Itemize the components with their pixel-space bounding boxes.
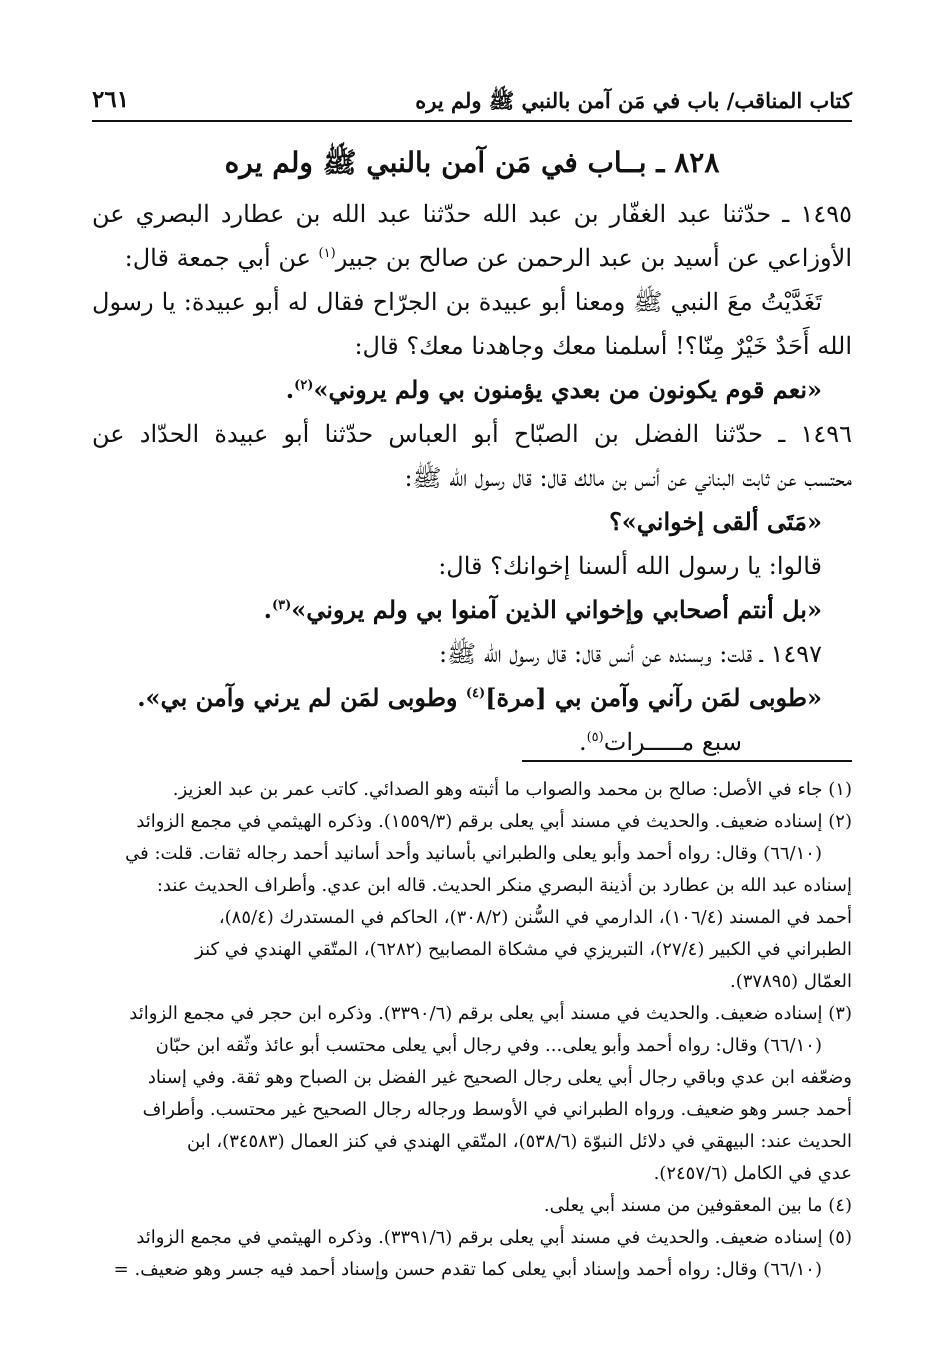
hadith-1495-quote-end: .: [285, 375, 295, 404]
footnote-line: (٦٦/١٠) وقال: رواه أحمد وأبو يعلى... وفي رجال أبي يعلى محتسب أبو عائذ وثّقه ابن حبّان: [155, 1035, 822, 1056]
hadith-1497-quote-a: «طوبى لمَن رآني وآمن بي [مرة]: [485, 683, 822, 712]
hadith-1496-quote-2-text: «بل أنتم أصحابي وإخواني الذين آمنوا بي ولم يروني»: [291, 595, 822, 624]
hadith-1497-quote-b: وطوبى لمَن لم يرني وآمن بي».: [137, 683, 466, 712]
hadith-1496-quote-2: [92, 588, 852, 632]
hadith-1497-quote: [92, 676, 852, 720]
footnote-line: العمّال (٣٧٨٩٥).: [730, 971, 852, 992]
footnote-line: (٢) إسناده ضعيف. والحديث في مسند أبي يعلى برقم (١٥٥٩/٣). وذكره الهيثمي في مجمع الزوائد: [136, 811, 852, 832]
footnote-line: الحديث عند: البيهقي في دلائل النبوّة (٥٣٨/٦)، المتّقي الهندي في كنز العمال (٣٤٥٨٣)، ابن: [186, 1131, 852, 1152]
hadith-1495-line-2-text: الأوزاعي عن أسيد بن عبد الرحمن عن صالح بن جبير: [335, 244, 852, 272]
hadith-1497-line-1: ١٤٩٧ ـ قلت: وبسنده عن أنس قال: قال رسول الله ﷺ:: [439, 640, 822, 668]
hadith-1496-line-2: محتسب عن ثابت البناني عن أنس بن مالك قال: قال رسول الله ﷺ:: [404, 464, 852, 492]
footnote-ref-5: (٥): [586, 730, 604, 745]
hadith-1495-line-1: ١٤٩٥ ـ حدّثنا عبد الغفّار بن عبد الله حدّثنا عبد الله بن عطارد البصري عن: [92, 200, 852, 228]
hadith-1496-line-1: ١٤٩٦ ـ حدّثنا الفضل بن الصبّاح أبو العباس حدّثنا أبو عبيدة الحدّاد عن: [92, 420, 852, 448]
hadith-1496-line-3: قالوا: يا رسول الله ألسنا إخوانك؟ قال:: [438, 552, 822, 580]
footnote-line: أحمد في المسند (١٠٦/٤)، الدارمي في السُّنن (٣٠٨/٢)، الحاكم في المستدرك (٨٥/٤)،: [218, 907, 852, 928]
main-text: [92, 140, 852, 764]
running-title: كتاب المناقب/ باب في مَن آمن بالنبي ﷺ ولم يره: [415, 88, 852, 113]
hadith-1497-seven-times: [92, 720, 852, 764]
footnote-line: (٦٦/١٠) وقال: رواه أحمد وأبو يعلى والطبراني بأسانيد وأحد أسانيد أحمد رجاله ثقات. قلت: في: [125, 843, 822, 864]
chapter-heading: ٨٢٨ ـ بــاب في مَن آمن بالنبي ﷺ ولم يره: [224, 146, 720, 179]
hadith-1495-quote: [92, 368, 852, 412]
footnote-line: عدي في الكامل (٢٤٥٧/٦).: [653, 1163, 852, 1184]
footnote-ref-1: (١): [318, 246, 336, 261]
hadith-1495-quote-text: «نعم قوم يكونون من بعدي يؤمنون بي ولم يروني»: [313, 375, 822, 404]
footnotes-section: [92, 760, 852, 1286]
hadith-1495-line-4: الله أَحَدٌ خَيْرٌ مِنّا؟! أسلمنا معك وجاهدنا معك؟ قال:: [354, 332, 852, 360]
footnote-line: إسناده عبد الله بن عطارد بن أذينة البصري منكر الحديث. قاله ابن عدي. وأطراف الحديث عند:: [156, 875, 852, 896]
footnote-line: الطبراني في الكبير (٢٧/٤)، التبريزي في مشكاة المصابيح (٦٢٨٢)، المتّقي الهندي في كنز: [195, 939, 852, 960]
seven-times-end: .: [578, 728, 587, 756]
page-header: [92, 72, 852, 122]
hadith-1496-quote-1: «مَتَى ألقى إخواني»؟: [609, 507, 822, 536]
footnote-line: (٥) إسناده ضعيف. والحديث في مسند أبي يعلى برقم (٣٣٩١/٦). وذكره الهيثمي في مجمع الزوائد: [136, 1227, 852, 1248]
footnote-line: (٤) ما بين المعقوفين من مسند أبي يعلى.: [543, 1195, 852, 1216]
footnote-line: (٣) إسناده ضعيف. والحديث في مسند أبي يعلى برقم (٣٣٩٠/٦). وذكره ابن حجر في مجمع الزوائد: [129, 1003, 852, 1024]
hadith-1495-line-3: تَغَدَّيْتُ معَ النبي ﷺ ومعنا أبو عبيدة بن الجرّاح فقال له أبو عبيدة: يا رسول: [92, 288, 822, 316]
page-number: ٢٦١: [92, 86, 130, 113]
hadith-1495-line-2: [92, 236, 852, 280]
hadith-1496-quote-2-end: .: [263, 595, 272, 624]
footnote-line: أحمد جسر وهو ضعيف. ورواه الطبراني في الأوسط ورجاله رجال الصحيح غير محتسب. وأطراف: [142, 1099, 852, 1120]
seven-times-text: سبع مـــــرات: [603, 728, 742, 756]
footnote-line: (٦٦/١٠) وقال: رواه أحمد وإسناد أبي يعلى كما تقدم حسن وإسناد أحمد فيه جسر وهو ضعيف. =: [113, 1259, 822, 1280]
hadith-1495-line-2-end: عن أبي جمعة قال:: [124, 244, 319, 272]
footnote-divider: [522, 760, 852, 762]
footnote-ref-3: (٣): [271, 598, 292, 613]
footnote-ref-2: (٢): [294, 378, 314, 393]
footnote-line: (١) جاء في الأصل: صالح بن محمد والصواب ما أثبته وهو الصدائي. كاتب عمر بن عبد العزيز.: [172, 779, 852, 800]
footnote-line: وضعّفه ابن عدي وباقي رجال أبي يعلى رجال الصحيح غير الفضل بن الصباح وهو ثقة. وفي إسناد: [147, 1067, 852, 1088]
footnote-ref-4: (٤): [465, 686, 486, 701]
